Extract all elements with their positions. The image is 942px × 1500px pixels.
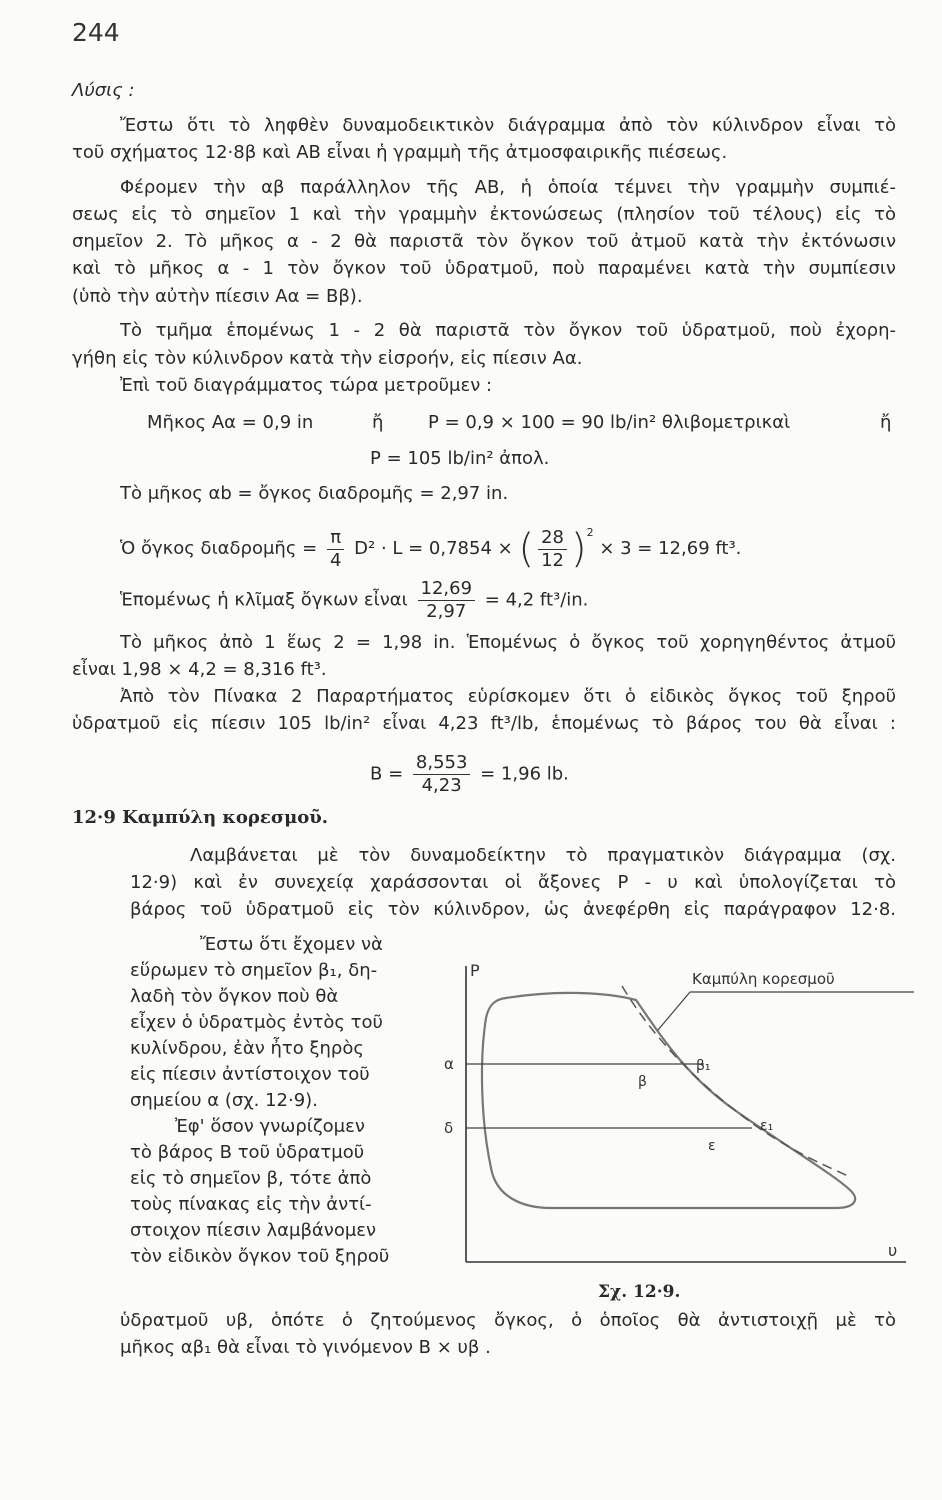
eq-pressure-gauge: P = 0,9 × 100 = 90 lb/in² θλιβομετρικαὶ [428, 412, 791, 433]
eq-b-num: 8,553 [413, 752, 471, 775]
page-number: 244 [72, 18, 120, 47]
alpha-label: α [444, 1055, 454, 1073]
eq-length-label: Μῆκος Αα = 0,9 in [147, 412, 314, 433]
eq-or: ἤ [372, 412, 384, 433]
eq-28: 28 [538, 527, 567, 550]
eq-pi: π [327, 527, 344, 550]
saturation-curve [622, 986, 848, 1176]
left-line: στοιχον πίεσιν λαμβάνομεν [130, 1220, 377, 1241]
eq-b-label: B = [370, 763, 404, 785]
final-line-2: μῆκος αβ₁ θὰ εἶναι τὸ γινόμενον Β × υβ . [120, 1337, 491, 1358]
left-line: εἶχεν ὁ ὑδρατμὸς ἐντὸς τοῦ [130, 1012, 383, 1033]
eq-vol-end: × 3 = 12,69 ft³. [599, 538, 742, 559]
eq-pi-over-4 [327, 527, 344, 572]
eq-scale-den: 2,97 [426, 601, 467, 622]
v-axis-label: υ [888, 1241, 898, 1260]
beta-label: β [638, 1074, 647, 1090]
eq-vol-mid: D² · L = 0,7854 × [354, 538, 513, 559]
solution-label: Λύσις : [72, 80, 135, 101]
left-line: Ἐφ' ὅσον γνωρίζομεν [175, 1116, 365, 1137]
eq-pressure-abs: P = 105 lb/in² ἀπολ. [370, 448, 550, 469]
left-line: τοὺς πίνακας εἰς τὴν ἀντί- [130, 1194, 372, 1215]
section-line-3: βάρος τοῦ ὑδρατμοῦ εἰς τὸν κύλινδρον, ὡς ἀνεφέρθη εἰς παράγραφον 12·8. [130, 899, 896, 920]
eq-square: 2 [586, 526, 594, 539]
p-axis-label: P [470, 961, 480, 980]
eq-b-den: 4,23 [421, 775, 462, 796]
label-leader [658, 992, 690, 1030]
left-line: λαδὴ τὸν ὄγκον ποὺ θὰ [130, 986, 339, 1007]
final-line-1: ὑδρατμοῦ υβ, ὁπότε ὁ ζητούμενος ὄγκος, ὁ ὁποῖος θὰ ἀντιστοιχῇ μὲ τὸ [120, 1310, 896, 1331]
beta1-label: β₁ [696, 1058, 711, 1074]
left-line: εἰς τὸ σημεῖον β, τότε ἀπὸ [130, 1168, 372, 1189]
left-line: σημείου α (σχ. 12·9). [130, 1090, 318, 1111]
text2-line-4: ὑδρατμοῦ εἰς πίεσιν 105 lb/in² εἶναι 4,23 ft³/lb, ἑπομένως τὸ βάρος του θὰ εἶναι : [72, 713, 896, 734]
eq-scale [120, 578, 588, 623]
eq-scale-label: Ἑπομένως ἡ κλῖμαξ ὄγκων εἶναι [120, 589, 408, 611]
eq-b-result: = 1,96 lb. [480, 763, 569, 785]
text2-line-3: Ἀπὸ τὸν Πίνακα 2 Παραρτήματος εὑρίσκομεν ὅτι ὁ εἰδικὸς ὄγκος τοῦ ξηροῦ [120, 686, 896, 707]
eq-stroke-volume: Ὁ ὄγκος διαδρομῆς = $\frac{\pi}{4}$ D² · L = 0,7854 × ( $\frac{28}{12}$ )$^2$ × 3 = 12,69 ft³. [120, 526, 742, 572]
eq-weight [370, 752, 569, 797]
left-line: εἰς πίεσιν ἀντίστοιχον τοῦ [130, 1064, 370, 1085]
eq-28-over-12 [538, 527, 567, 572]
left-line: κυλίνδρου, ἐὰν ἦτο ξηρὸς [130, 1038, 364, 1059]
left-line: τὸ βάρος Β τοῦ ὑδρατμοῦ [130, 1142, 365, 1163]
text-line-10: Ἐπὶ τοῦ διαγράμματος τώρα μετροῦμεν : [120, 375, 493, 396]
section-heading: 12·9 Καμπύλη κορεσμοῦ. [72, 807, 329, 828]
eq-b-frac [413, 752, 471, 797]
eq-stroke-length: Τὸ μῆκος αb = ὄγκος διαδρομῆς = 2,97 in. [120, 483, 509, 504]
eq-12: 12 [541, 549, 564, 571]
eq-scale-frac [418, 578, 476, 623]
text2-line-1: Τὸ μῆκος ἀπὸ 1 ἕως 2 = 1,98 in. Ἑπομένως ὁ ὄγκος τοῦ χορηγηθέντος ἀτμοῦ [120, 632, 896, 653]
epsilon1-label: ε₁ [760, 1118, 774, 1134]
text-line-3: Φέρομεν τὴν αβ παράλληλον τῆς ΑΒ, ἡ ὁποία τέμνει τὴν γραμμὴν συμπιέ- [120, 177, 896, 198]
epsilon-label: ε [708, 1138, 716, 1154]
text-line-4: σεως εἰς τὸ σημεῖον 1 καὶ τὴν γραμμὴν ἐκτονώσεως (πλησίον τοῦ τέλους) εἰς τὸ [72, 204, 896, 225]
text-line-8: Τὸ τμῆμα ἑπομένως 1 - 2 θὰ παριστᾶ τὸν ὄγκον τοῦ ὑδρατμοῦ, ποὺ ἐχορη- [120, 320, 896, 341]
text2-line-2: εἶναι 1,98 × 4,2 = 8,316 ft³. [72, 659, 327, 680]
figure-caption: Σχ. 12·9. [598, 1282, 681, 1302]
left-line: τὸν εἰδικὸν ὄγκον τοῦ ξηροῦ [130, 1246, 390, 1267]
text-line-5: σημεῖον 2. Τὸ μῆκος α - 2 θὰ παριστᾶ τὸν ὄγκον τοῦ ἀτμοῦ κατὰ τὴν ἐκτόνωσιν [72, 231, 896, 252]
eq-four: 4 [329, 549, 342, 571]
text-line-1: Ἔστω ὅτι τὸ ληφθὲν δυναμοδεικτικὸν διάγραμμα ἀπὸ τὸν κύλινδρον εἶναι τὸ [120, 115, 896, 136]
left-line: εὕρωμεν τὸ σημεῖον β₁, δη- [130, 960, 378, 981]
section-line-2: 12·9) καὶ ἐν συνεχείᾳ χαράσσονται οἱ ἄξονες P - υ καὶ ὑπολογίζεται τὸ [130, 872, 897, 893]
eq-vol-label: Ὁ ὄγκος διαδρομῆς = [120, 538, 318, 559]
left-line: Ἔστω ὅτι ἔχομεν νὰ [200, 934, 383, 955]
left-column [130, 932, 422, 1270]
text-line-2: τοῦ σχήματος 12·8β καὶ ΑΒ εἶναι ἡ γραμμὴ τῆς ἀτμοσφαιρικῆς πιέσεως. [72, 142, 728, 163]
text-line-6: καὶ τὸ μῆκος α - 1 τὸν ὄγκον τοῦ ὑδρατμοῦ, ποὺ παραμένει κατὰ τὴν συμπίεσιν [72, 258, 896, 279]
text-line-9: γήθη εἰς τὸν κύλινδρον κατὰ τὴν εἰσροήν, εἰς πίεσιν Αα. [72, 348, 583, 369]
saturation-curve-figure [436, 946, 916, 1276]
curve-label: Καμπύλη κορεσμοῦ [692, 970, 835, 988]
delta-label: δ [444, 1119, 454, 1137]
section-line-1: Λαμβάνεται μὲ τὸν δυναμοδείκτην τὸ πραγματικὸν διάγραμμα (σχ. [190, 845, 896, 866]
eq-scale-num: 12,69 [418, 578, 476, 601]
eq-or-2: ἤ [880, 412, 892, 433]
text-line-7: (ὑπὸ τὴν αὐτὴν πίεσιν Αα = Ββ). [72, 286, 363, 307]
eq-scale-result: = 4,2 ft³/in. [484, 589, 589, 611]
indicator-loop [482, 993, 855, 1208]
